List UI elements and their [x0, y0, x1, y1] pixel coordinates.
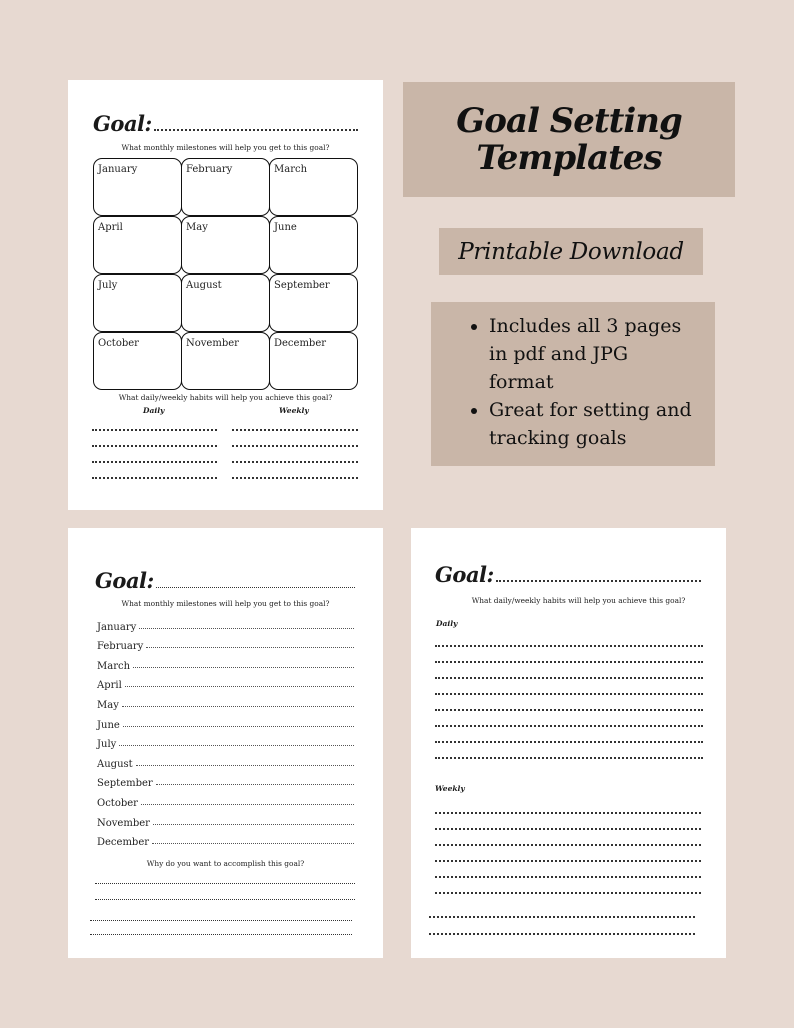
- list-item: April: [97, 672, 354, 692]
- goal-label: Goal:: [93, 111, 152, 136]
- milestone-question: What monthly milestones will help you get to this goal?: [121, 599, 330, 608]
- month-cell: July: [93, 274, 182, 332]
- dotted-writing-line: [435, 892, 701, 894]
- dotted-writing-line: [90, 934, 352, 935]
- weekly-label: Weekly: [279, 406, 309, 415]
- milestone-question: What monthly milestones will help you get to this goal?: [121, 143, 330, 152]
- dotted-writing-line: [232, 477, 358, 479]
- month-cell: November: [181, 332, 270, 390]
- goal-dotted-line: [156, 587, 355, 588]
- dotted-writing-line: [92, 477, 217, 479]
- month-cell: October: [93, 332, 182, 390]
- list-item: August: [97, 750, 354, 770]
- dotted-writing-line: [92, 461, 217, 463]
- goal-line: [435, 564, 701, 585]
- weekly-label: Weekly: [435, 784, 465, 793]
- dotted-writing-line: [92, 445, 217, 447]
- template-page-list: [68, 528, 383, 958]
- list-item: July: [97, 731, 354, 751]
- month-list: [97, 613, 354, 848]
- dotted-writing-line: [92, 429, 217, 431]
- dotted-writing-line: [435, 876, 701, 878]
- subtitle-banner: [439, 228, 703, 275]
- habits-question: What daily/weekly habits will help you achieve this goal?: [118, 393, 333, 402]
- daily-label: Daily: [436, 619, 458, 628]
- goal-dotted-line: [154, 129, 358, 131]
- month-cell: August: [181, 274, 270, 332]
- dotted-writing-line: [435, 725, 703, 727]
- title-banner: [403, 82, 735, 197]
- dotted-writing-line: [429, 933, 695, 935]
- goal-label: Goal:: [435, 562, 494, 587]
- month-cell: April: [93, 216, 182, 274]
- dotted-writing-line: [232, 461, 358, 463]
- list-item: June: [97, 711, 354, 731]
- list-item: October: [97, 789, 354, 809]
- month-cell: February: [181, 158, 270, 216]
- month-cell: January: [93, 158, 182, 216]
- dotted-writing-line: [435, 860, 701, 862]
- month-cell: May: [181, 216, 270, 274]
- habits-question: What daily/weekly habits will help you achieve this goal?: [471, 596, 686, 605]
- goal-line: [93, 113, 358, 134]
- dotted-writing-line: [435, 645, 703, 647]
- goal-label: Goal:: [95, 568, 154, 593]
- dotted-writing-line: [95, 899, 355, 900]
- dotted-writing-line: [435, 844, 701, 846]
- list-item: December: [97, 829, 354, 849]
- list-item: January: [97, 613, 354, 633]
- dotted-writing-line: [435, 709, 703, 711]
- dotted-writing-line: [435, 661, 703, 663]
- template-page-habits: [411, 528, 726, 958]
- feature-list: [461, 312, 697, 452]
- dotted-writing-line: [232, 445, 358, 447]
- dotted-writing-line: [435, 812, 701, 814]
- month-cell: March: [269, 158, 358, 216]
- dotted-writing-line: [435, 741, 703, 743]
- dotted-writing-line: [435, 677, 703, 679]
- month-cell: December: [269, 332, 358, 390]
- list-item: September: [97, 770, 354, 790]
- dotted-writing-line: [232, 429, 358, 431]
- feature-item: • Great for setting and tracking goals: [489, 396, 697, 452]
- feature-item: • Includes all 3 pages in pdf and JPG format: [489, 312, 697, 396]
- list-item: November: [97, 809, 354, 829]
- goal-line: [95, 570, 355, 591]
- list-item: May: [97, 691, 354, 711]
- dotted-writing-line: [435, 693, 703, 695]
- subtitle: Printable Download: [458, 238, 684, 265]
- feature-list-box: [431, 302, 715, 466]
- dotted-writing-line: [435, 828, 701, 830]
- list-item: February: [97, 633, 354, 653]
- month-cell: September: [269, 274, 358, 332]
- dotted-writing-line: [435, 757, 703, 759]
- daily-label: Daily: [143, 406, 165, 415]
- goal-dotted-line: [496, 580, 701, 582]
- dotted-writing-line: [429, 916, 695, 918]
- month-grid: [93, 158, 358, 388]
- list-item: March: [97, 652, 354, 672]
- template-page-grid: [68, 80, 383, 510]
- title-line-2: Templates: [476, 137, 662, 178]
- dotted-writing-line: [90, 920, 352, 921]
- month-cell: June: [269, 216, 358, 274]
- title-line-1: Goal Setting: [456, 100, 682, 141]
- dotted-writing-line: [95, 883, 355, 884]
- why-question: Why do you want to accomplish this goal?: [146, 859, 305, 868]
